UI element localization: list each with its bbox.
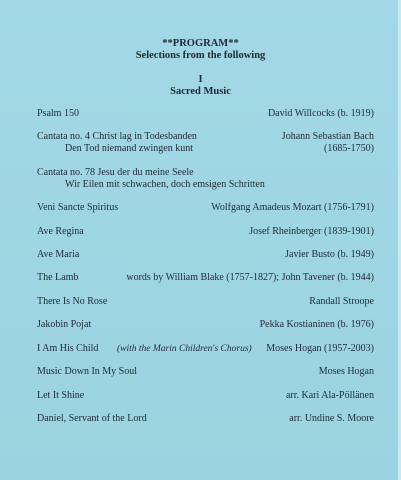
composer: Wolfgang Amadeus Mozart (1756-1791) [211,202,374,213]
piece-title: Ave Maria [37,249,80,260]
piece-title: Cantata no. 78 Jesu der du meine Seele [37,167,194,178]
piece-subtitle: Wir Eilen mit schwachen, doch emsigen Schritten [65,179,265,190]
piece-title: I Am His Child [37,343,99,354]
composer: arr. Undine S. Moore [289,413,374,424]
program-heading: **PROGRAM** [162,38,239,49]
program-subheading: Selections from the following [135,50,266,61]
piece-title: The Lamb [37,272,79,283]
piece-title: Music Down In My Soul [37,366,138,377]
composer: David Willcocks (b. 1919) [267,108,374,119]
composer: arr. Kari Ala-Pöllänen [285,390,374,401]
piece-title: Psalm 150 [37,108,79,119]
section-number: I [198,74,203,85]
performance-note: (with the Marin Children's Chorus) [117,344,252,354]
composer: Randall Stroope [309,296,374,307]
piece-title: Ave Regina [37,226,84,237]
composer-dates: (1685-1750) [324,143,374,154]
piece-title: Cantata no. 4 Christ lag in Todesbanden [37,131,197,142]
credit: words by William Blake (1757-1827); John Tavener (b. 1944) [126,272,374,283]
composer: Johann Sebastian Bach [281,131,374,142]
composer: Javier Busto (b. 1949) [285,249,374,260]
piece-title: Daniel, Servant of the Lord [37,413,147,424]
piece-subtitle: Den Tod niemand zwingen kunt [65,143,193,154]
composer: Moses Hogan [318,366,374,377]
piece-title: Veni Sancte Spiritus [37,202,119,213]
composer: Josef Rheinberger (1839-1901) [249,226,374,237]
piece-title: There Is No Rose [37,296,108,307]
composer: Moses Hogan (1957-2003) [266,343,374,354]
section-title: Sacred Music [170,86,231,97]
piece-title: Jakobin Pojat [37,319,92,330]
composer: Pekka Kostianinen (b. 1976) [259,319,374,330]
piece-title: Let It Shine [37,390,85,401]
